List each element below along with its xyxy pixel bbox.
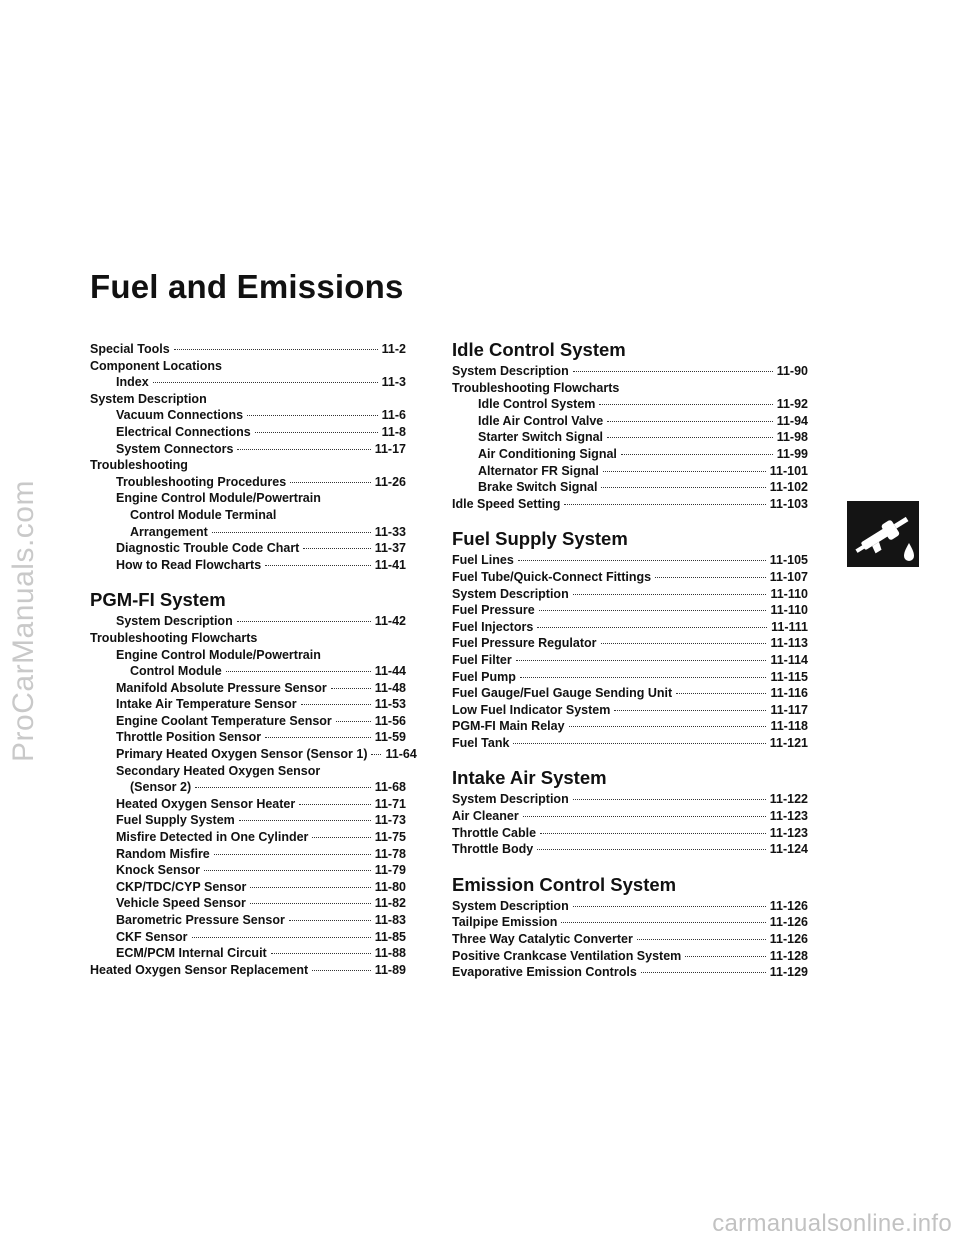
toc-right-column — [452, 339, 808, 981]
toc-entry[interactable]: Special Tools 11-2 — [90, 342, 406, 356]
toc-entry[interactable]: Arrangement 11-33 — [130, 524, 406, 539]
toc-entry[interactable]: Heated Oxygen Sensor Heater 11-71 — [116, 796, 406, 811]
toc-entry[interactable]: Vacuum Connections 11-6 — [116, 408, 406, 423]
toc-entry[interactable]: Fuel Tube/Quick-Connect Fittings 11-107 — [452, 569, 808, 584]
toc-entry[interactable]: Evaporative Emission Controls 11-129 — [452, 965, 808, 980]
toc-entry[interactable]: Barometric Pressure Sensor 11-83 — [116, 913, 406, 927]
toc-group-heading: Troubleshooting Flowcharts — [452, 380, 620, 395]
toc-entry[interactable]: Air Conditioning Signal 11-99 — [478, 446, 808, 461]
toc-entry[interactable]: Fuel Lines 11-105 — [452, 553, 808, 568]
toc-entry[interactable]: Intake Air Temperature Sensor 11-53 — [116, 697, 406, 712]
toc-entry[interactable]: Primary Heated Oxygen Sensor (Sensor 1) 11-64 — [116, 747, 417, 762]
toc-entry[interactable]: Fuel Pressure Regulator 11-113 — [452, 636, 808, 651]
toc-entry[interactable]: ECM/PCM Internal Circuit 11-88 — [116, 946, 406, 961]
toc-entry[interactable]: System Description 11-42 — [116, 614, 406, 629]
page-title: Fuel and Emissions — [90, 268, 404, 305]
toc-multiline-label: Control Module Terminal — [130, 507, 277, 522]
toc-entry[interactable]: CKP/TDC/CYP Sensor 11-80 — [116, 879, 406, 894]
toc-entry[interactable]: How to Read Flowcharts 11-41 — [116, 557, 406, 572]
toc-entry[interactable]: System Description 11-90 — [452, 364, 808, 378]
toc-entry[interactable]: Random Misfire 11-78 — [116, 846, 406, 861]
toc-entry[interactable]: Index 11-3 — [116, 375, 406, 390]
toc-entry[interactable]: Electrical Connections 11-8 — [116, 424, 406, 439]
toc-multiline-label: Engine Control Module/Powertrain — [116, 647, 321, 662]
toc-entry[interactable]: Air Cleaner 11-123 — [452, 809, 808, 824]
bottom-watermark: carmanualsonline.info — [712, 1210, 952, 1237]
toc-left-column — [90, 341, 417, 978]
toc-entry[interactable]: Starter Switch Signal 11-98 — [478, 430, 808, 445]
toc-group-heading: System Description — [90, 391, 207, 406]
toc-entry[interactable]: Throttle Body 11-124 — [452, 842, 808, 857]
toc-entry[interactable]: Idle Air Control Valve 11-94 — [478, 413, 808, 428]
toc-entry[interactable]: Positive Crankcase Ventilation System 11-128 — [452, 948, 808, 963]
toc-multiline-label: Engine Control Module/Powertrain — [116, 491, 321, 506]
fuel-nozzle-icon-graphic — [847, 501, 919, 567]
toc-entry[interactable]: Tailpipe Emission 11-126 — [452, 915, 808, 930]
toc-entry[interactable]: Throttle Cable 11-123 — [452, 825, 808, 840]
toc-entry[interactable]: System Description 11-126 — [452, 898, 808, 913]
toc-entry[interactable]: System Connectors 11-17 — [116, 441, 406, 456]
toc-entry[interactable]: Fuel Gauge/Fuel Gauge Sending Unit 11-116 — [452, 686, 808, 701]
toc-entry[interactable]: Fuel Supply System 11-73 — [116, 813, 406, 828]
toc-entry[interactable]: Low Fuel Indicator System 11-117 — [452, 702, 808, 717]
toc-entry[interactable]: Heated Oxygen Sensor Replacement 11-89 — [90, 962, 406, 977]
toc-entry[interactable]: Fuel Pressure 11-110 — [452, 603, 808, 618]
toc-entry[interactable]: Throttle Position Sensor 11-59 — [116, 730, 406, 745]
toc-entry[interactable]: Troubleshooting Procedures 11-26 — [116, 474, 406, 489]
toc-entry[interactable]: Idle Speed Setting 11-103 — [452, 496, 808, 511]
toc-entry[interactable]: Diagnostic Trouble Code Chart 11-37 — [116, 541, 406, 556]
toc-entry[interactable]: Three Way Catalytic Converter 11-126 — [452, 932, 808, 947]
toc-entry[interactable]: Engine Coolant Temperature Sensor 11-56 — [116, 713, 406, 728]
toc-entry[interactable]: Fuel Filter 11-114 — [452, 652, 808, 667]
toc-entry[interactable]: Fuel Tank 11-121 — [452, 735, 808, 750]
toc-group-heading: Troubleshooting — [90, 458, 188, 473]
section-title-pgm-fi: PGM-FI System — [90, 589, 226, 611]
toc-entry[interactable]: Alternator FR Signal 11-101 — [478, 463, 808, 478]
side-watermark: ProCarManuals.com — [7, 480, 40, 762]
toc-entry[interactable]: System Description 11-122 — [452, 792, 808, 807]
toc-entry[interactable]: Vehicle Speed Sensor 11-82 — [116, 896, 406, 911]
section-title-idle-control: Idle Control System — [452, 339, 626, 360]
section-title-fuel-supply: Fuel Supply System — [452, 528, 628, 550]
toc-entry[interactable]: Control Module 11-44 — [130, 664, 406, 679]
toc-group-heading: Troubleshooting Flowcharts — [90, 630, 258, 645]
toc-entry[interactable]: Fuel Injectors 11-111 — [452, 619, 808, 634]
toc-entry[interactable]: Fuel Pump 11-115 — [452, 669, 808, 684]
toc-entry[interactable]: (Sensor 2) 11-68 — [130, 780, 406, 795]
section-title-intake-air: Intake Air System — [452, 767, 607, 789]
toc-entry[interactable]: PGM-FI Main Relay 11-118 — [452, 719, 808, 734]
toc-multiline-label: Secondary Heated Oxygen Sensor — [116, 763, 321, 778]
fuel-nozzle-icon — [847, 501, 919, 567]
toc-entry[interactable]: System Description 11-110 — [452, 586, 808, 601]
toc-entry[interactable]: Idle Control System 11-92 — [478, 397, 808, 412]
toc-entry[interactable]: Knock Sensor 11-79 — [116, 863, 406, 878]
toc-entry[interactable]: Brake Switch Signal 11-102 — [478, 480, 808, 495]
section-title-emission-control: Emission Control System — [452, 873, 677, 895]
toc-entry[interactable]: Manifold Absolute Pressure Sensor 11-48 — [116, 680, 406, 695]
toc-entry[interactable]: CKF Sensor 11-85 — [116, 929, 406, 944]
toc-entry[interactable]: Misfire Detected in One Cylinder 11-75 — [116, 830, 406, 845]
toc-group-heading: Component Locations — [90, 358, 222, 373]
